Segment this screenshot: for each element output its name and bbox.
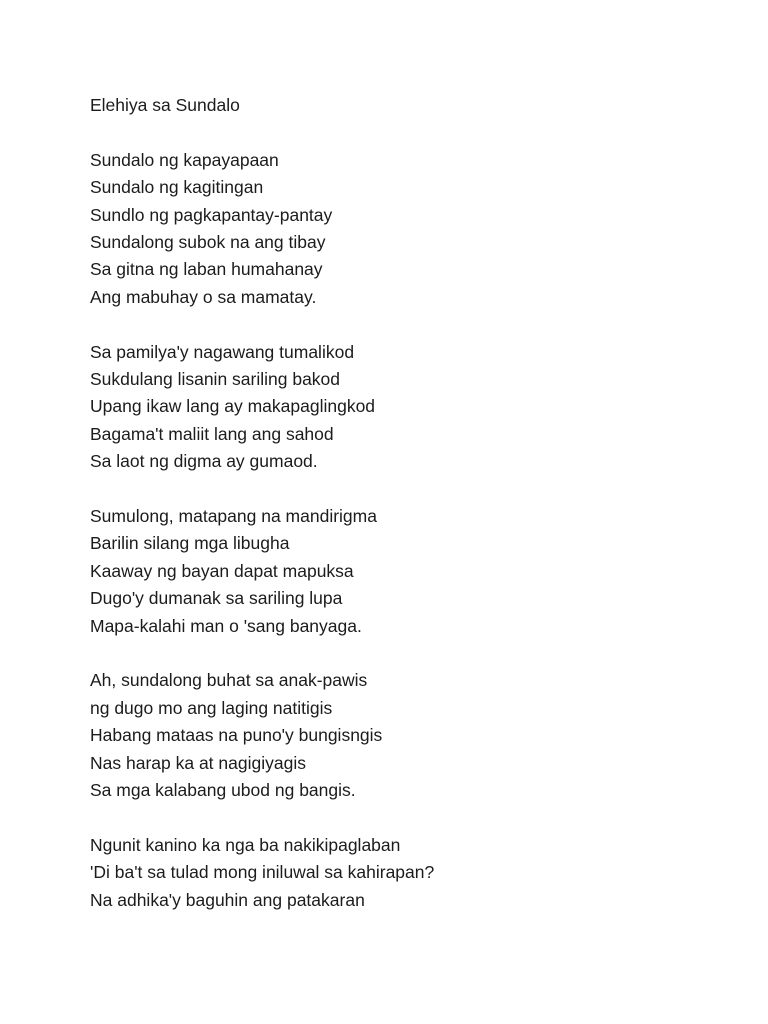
- poem-line: Sundlo ng pagkapantay-pantay: [90, 204, 333, 225]
- poem-line: Ah, sundalong buhat sa anak-pawis: [90, 670, 368, 691]
- poem-line: Barilin silang mga libugha: [90, 533, 290, 554]
- stanza-3: [90, 503, 730, 640]
- poem-line: 'Di ba't sa tulad mong iniluwal sa kahirapan?: [90, 862, 435, 883]
- poem-title: Elehiya sa Sundalo: [90, 95, 240, 115]
- poem-line: Sundalo ng kapayapaan: [90, 149, 279, 170]
- poem-line: Bagama't maliit lang ang sahod: [90, 423, 334, 444]
- stanza-5: [90, 832, 730, 914]
- poem-line: Dugo'y dumanak sa sariling lupa: [90, 588, 343, 609]
- stanza-1: [90, 147, 730, 311]
- poem-line: Sumulong, matapang na mandirigma: [90, 506, 377, 527]
- stanza-2: [90, 339, 730, 476]
- poem-line: Ngunit kanino ka nga ba nakikipaglaban: [90, 834, 401, 855]
- poem-line: Ang mabuhay o sa mamatay.: [90, 286, 317, 307]
- poem-line: Nas harap ka at nagigiyagis: [90, 752, 306, 773]
- poem-line: Sa laot ng digma ay gumaod.: [90, 451, 318, 472]
- poem-line: Na adhika'y baguhin ang patakaran: [90, 889, 365, 910]
- poem-line: Kaaway ng bayan dapat mapuksa: [90, 560, 354, 581]
- poem-line: Sa gitna ng laban humahanay: [90, 259, 323, 280]
- poem-line: Mapa-kalahi man o 'sang banyaga.: [90, 615, 362, 636]
- poem-line: Sundalong subok na ang tibay: [90, 232, 326, 253]
- poem: [90, 92, 730, 942]
- poem-line: Sundalo ng kagitingan: [90, 177, 264, 198]
- poem-line: Sa mga kalabang ubod ng bangis.: [90, 780, 356, 801]
- poem-line: Sa pamilya'y nagawang tumalikod: [90, 341, 355, 362]
- poem-line: Habang mataas na puno'y bungisngis: [90, 725, 383, 746]
- poem-line: ng dugo mo ang laging natitigis: [90, 697, 333, 718]
- poem-line: Upang ikaw lang ay makapaglingkod: [90, 396, 376, 417]
- poem-line: Sukdulang lisanin sariling bakod: [90, 369, 341, 390]
- stanza-4: [90, 667, 730, 804]
